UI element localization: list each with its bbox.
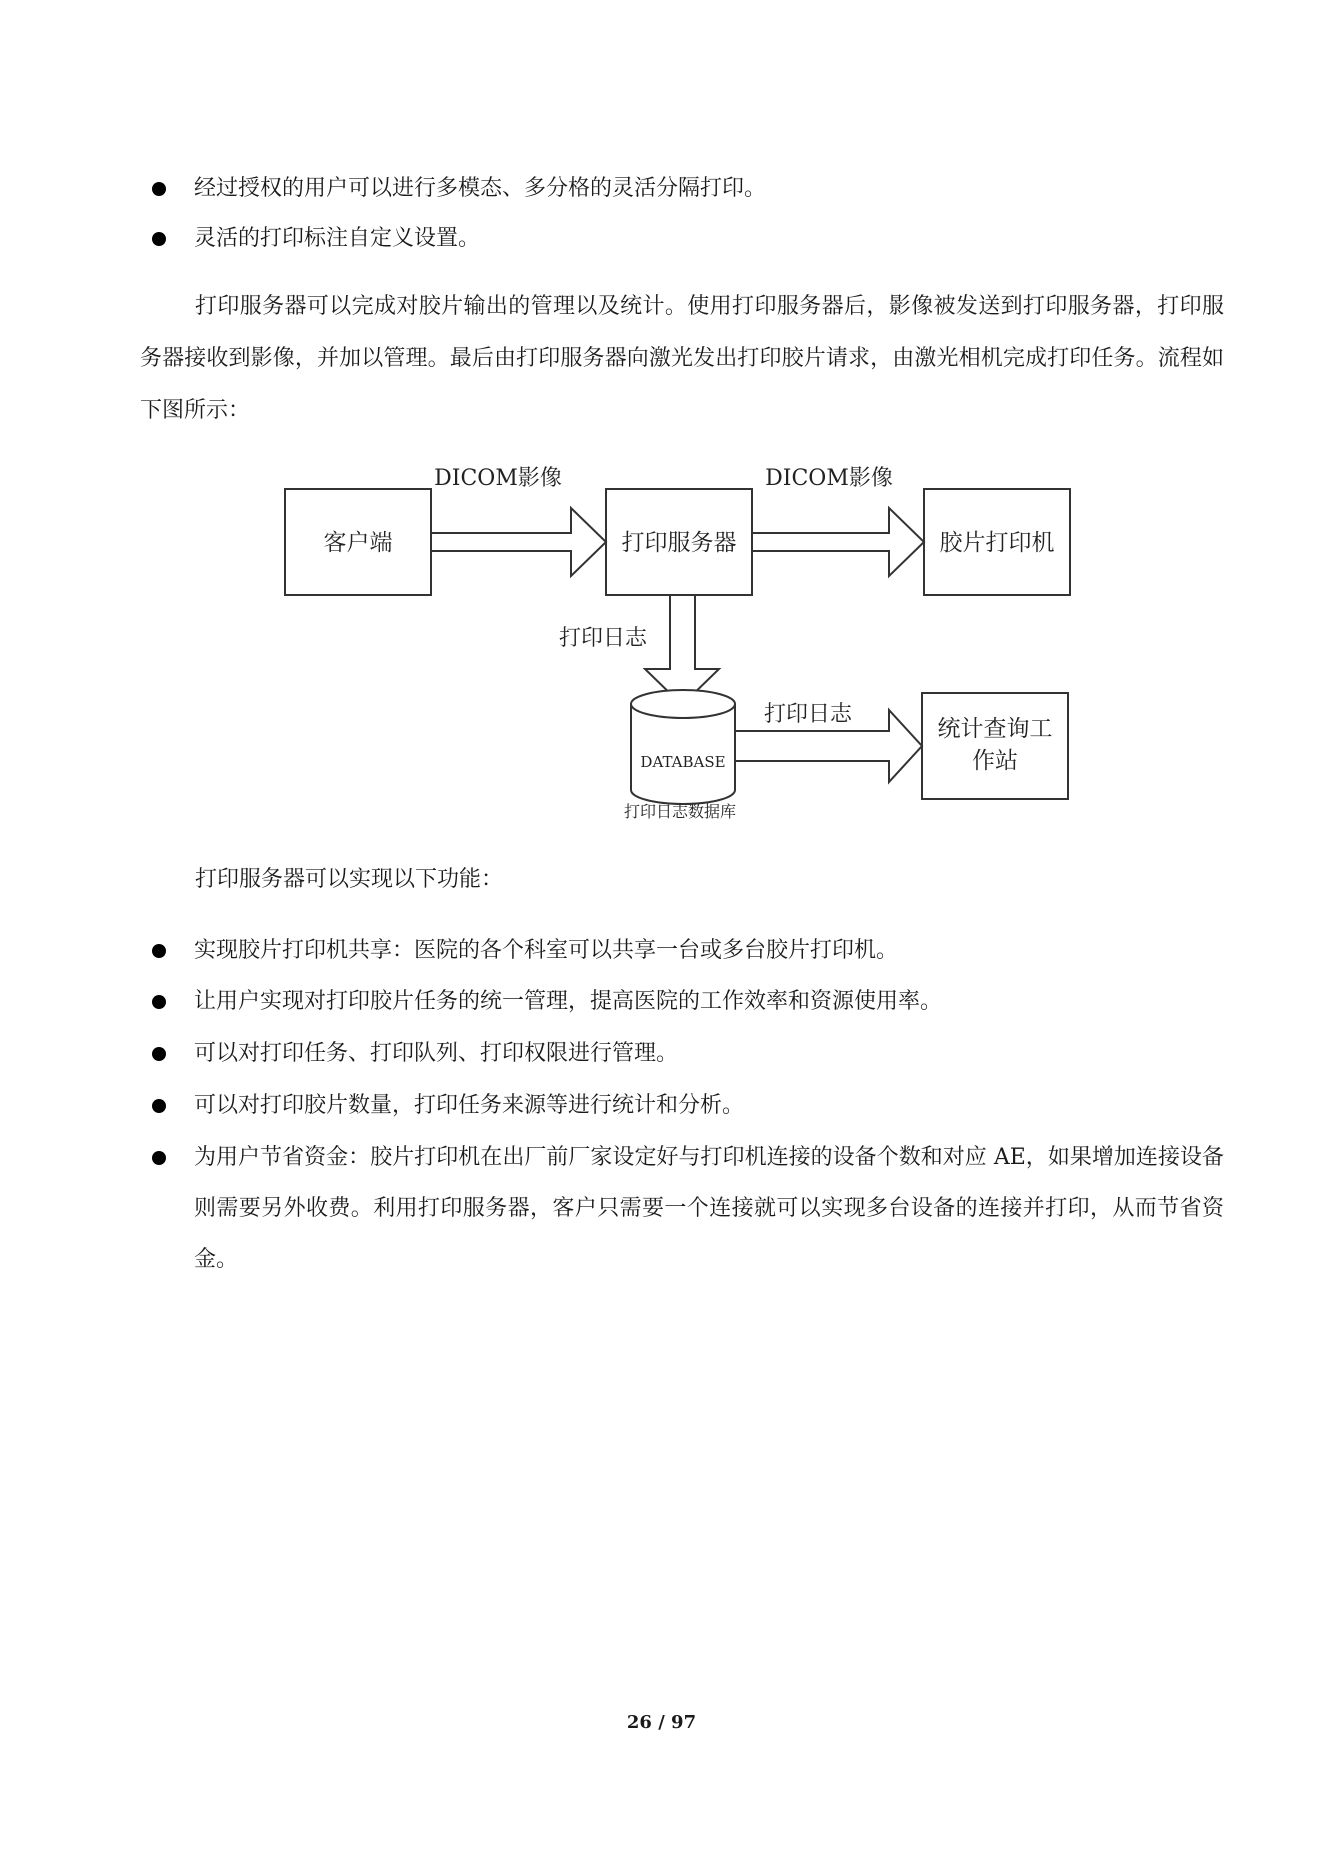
bullet-icon (152, 1151, 166, 1165)
list-item (194, 1028, 1224, 1079)
arrow-label-dicom-2: DICOM影像 (765, 466, 893, 491)
print-server-label: 打印服务器 (621, 530, 737, 556)
list-item-text: 灵活的打印标注自定义设置。 (194, 226, 481, 251)
bullet-icon (152, 182, 166, 196)
bullet-icon (152, 944, 166, 958)
bullet-icon (152, 1099, 166, 1113)
arrow-server-to-printer (752, 508, 924, 576)
list-item (194, 163, 1224, 214)
list-item (194, 925, 1224, 976)
list-item (194, 1080, 1224, 1131)
database-label: DATABASE (640, 753, 726, 771)
arrow-label-dicom-1: DICOM影像 (434, 466, 562, 491)
list-item-text: 为用户节省资金：胶片打印机在出厂前厂家设定好与打印机连接的设备个数和对应 AE，如果增加连接设备则需要另外收费。利用打印服务器，客户只需要一个连接就可以实现多台设备的连接并打印，从而节省资金。 (194, 1145, 1224, 1272)
stats-station-box (922, 693, 1068, 799)
bullet-icon (152, 1047, 166, 1061)
list-item-text: 经过授权的用户可以进行多模态、多分格的灵活分隔打印。 (194, 176, 767, 201)
bullet-icon (152, 232, 166, 246)
list-item (194, 976, 1224, 1027)
functions-intro: 打印服务器可以实现以下功能： (195, 867, 504, 892)
client-label: 客户端 (323, 530, 393, 556)
arrow-label-log-right: 打印日志 (763, 702, 853, 727)
list-item (194, 1132, 1224, 1285)
film-printer-label: 胶片打印机 (939, 530, 1055, 556)
list-item-text: 让用户实现对打印胶片任务的统一管理，提高医院的工作效率和资源使用率。 (194, 989, 943, 1014)
list-item-text: 实现胶片打印机共享：医院的各个科室可以共享一台或多台胶片打印机。 (194, 938, 899, 963)
list-item-text: 可以对打印胶片数量，打印任务来源等进行统计和分析。 (194, 1093, 745, 1118)
bullet-icon (152, 995, 166, 1009)
intro-paragraph: 打印服务器可以完成对胶片输出的管理以及统计。使用打印服务器后，影像被发送到打印服务器，打印服务器接收到影像，并加以管理。最后由打印服务器向激光发出打印胶片请求，由激光相机完成打印任务。流程如下图所示： (140, 294, 1224, 423)
database-caption: 打印日志数据库 (623, 802, 737, 821)
database-cylinder (631, 690, 735, 804)
arrow-server-to-database (645, 595, 719, 705)
arrow-label-log-down: 打印日志 (558, 626, 648, 651)
page-number: 26 / 97 (626, 1712, 697, 1733)
list-item-text: 可以对打印任务、打印队列、打印权限进行管理。 (194, 1041, 679, 1066)
arrow-client-to-server (431, 508, 606, 576)
list-item (194, 213, 1224, 264)
stats-station-label-line2: 作站 (972, 748, 1018, 774)
print-flow-diagram (275, 455, 1080, 830)
stats-station-label-line1: 统计查询工 (937, 716, 1053, 742)
